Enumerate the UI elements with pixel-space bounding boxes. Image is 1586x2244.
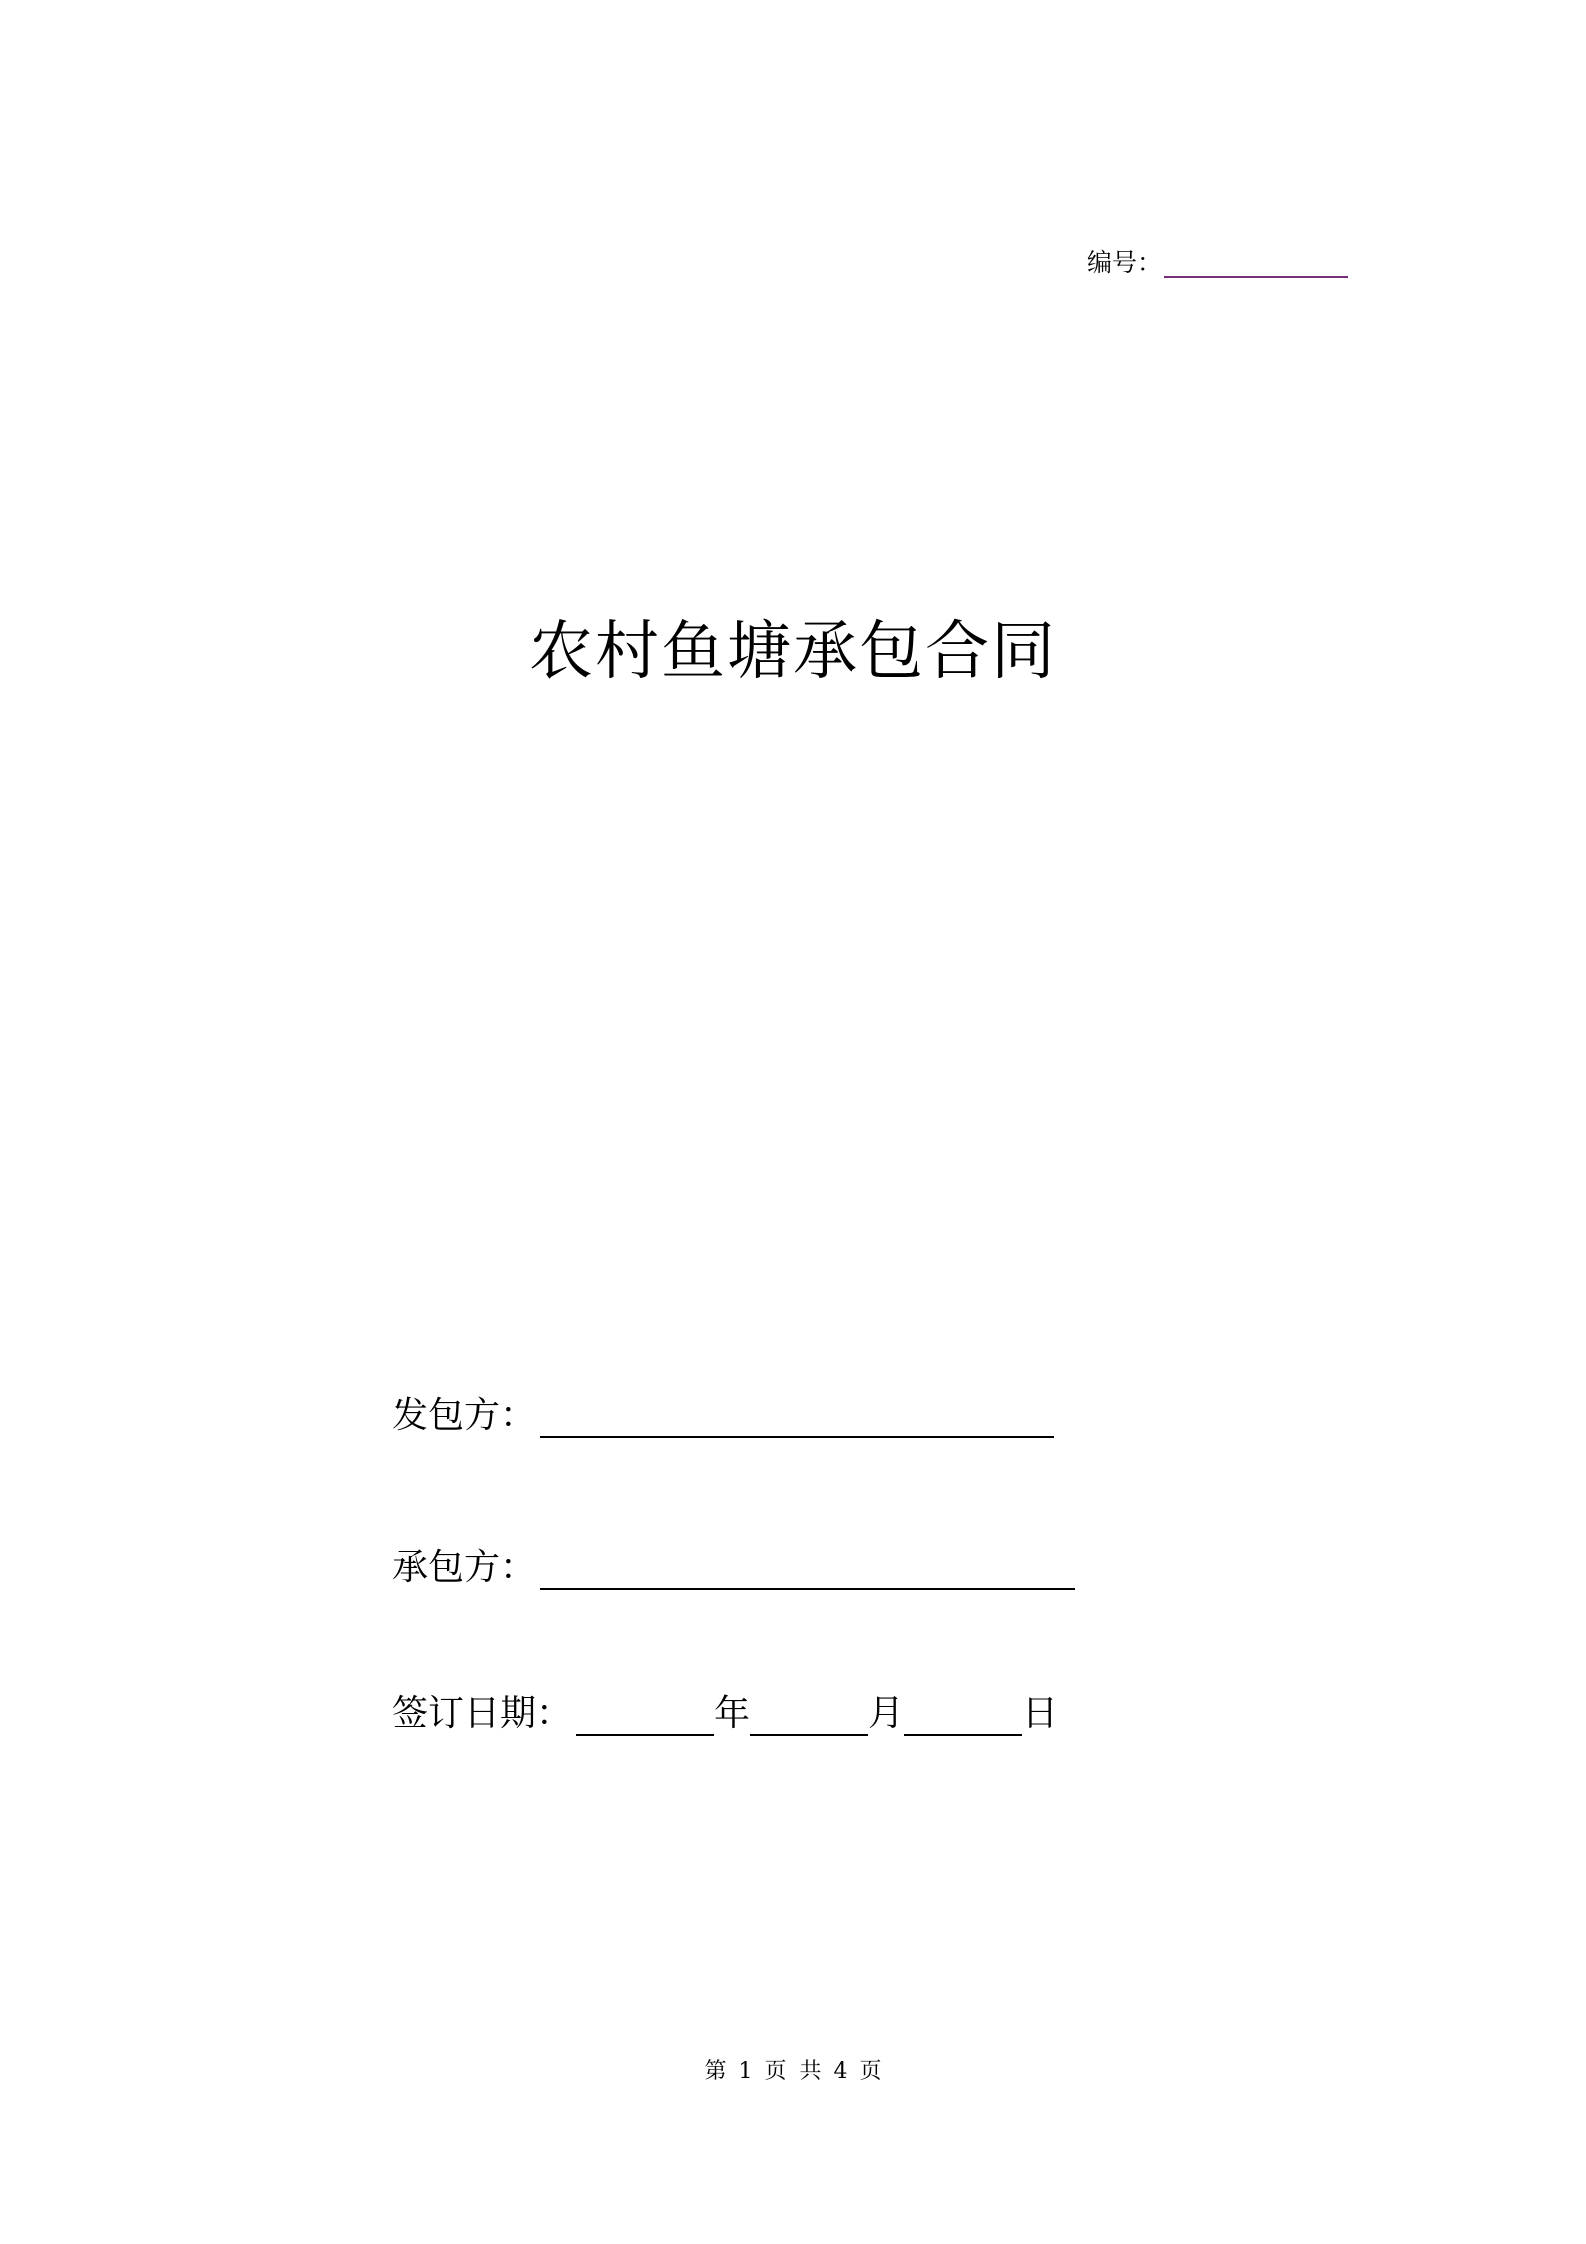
contractor-blank[interactable] <box>540 1558 1075 1590</box>
page-mid: 页 共 <box>764 2059 822 2084</box>
year-blank[interactable] <box>576 1704 714 1736</box>
page-total: 4 <box>833 2059 848 2084</box>
year-label: 年 <box>714 1693 751 1734</box>
issuer-field <box>392 1394 1054 1438</box>
page-footer <box>0 2058 1586 2086</box>
page-prefix: 第 <box>704 2059 727 2084</box>
contract-title: 农村鱼塘承包合同 <box>529 615 1057 689</box>
month-blank[interactable] <box>750 1704 868 1736</box>
document-number-blank[interactable] <box>1164 252 1348 278</box>
day-label: 日 <box>1022 1693 1059 1734</box>
document-number <box>1087 242 1348 278</box>
document-number-label: 编号： <box>1087 248 1163 277</box>
page-current: 1 <box>738 2059 753 2084</box>
issuer-label: 发包方： <box>392 1395 537 1436</box>
day-blank[interactable] <box>904 1704 1022 1736</box>
contractor-label: 承包方： <box>392 1547 537 1588</box>
contractor-field <box>392 1546 1075 1590</box>
signing-date-field <box>392 1692 1058 1736</box>
page-suffix: 页 <box>859 2059 882 2084</box>
signing-date-label: 签订日期： <box>392 1693 573 1734</box>
issuer-blank[interactable] <box>540 1406 1054 1438</box>
month-label: 月 <box>868 1693 905 1734</box>
